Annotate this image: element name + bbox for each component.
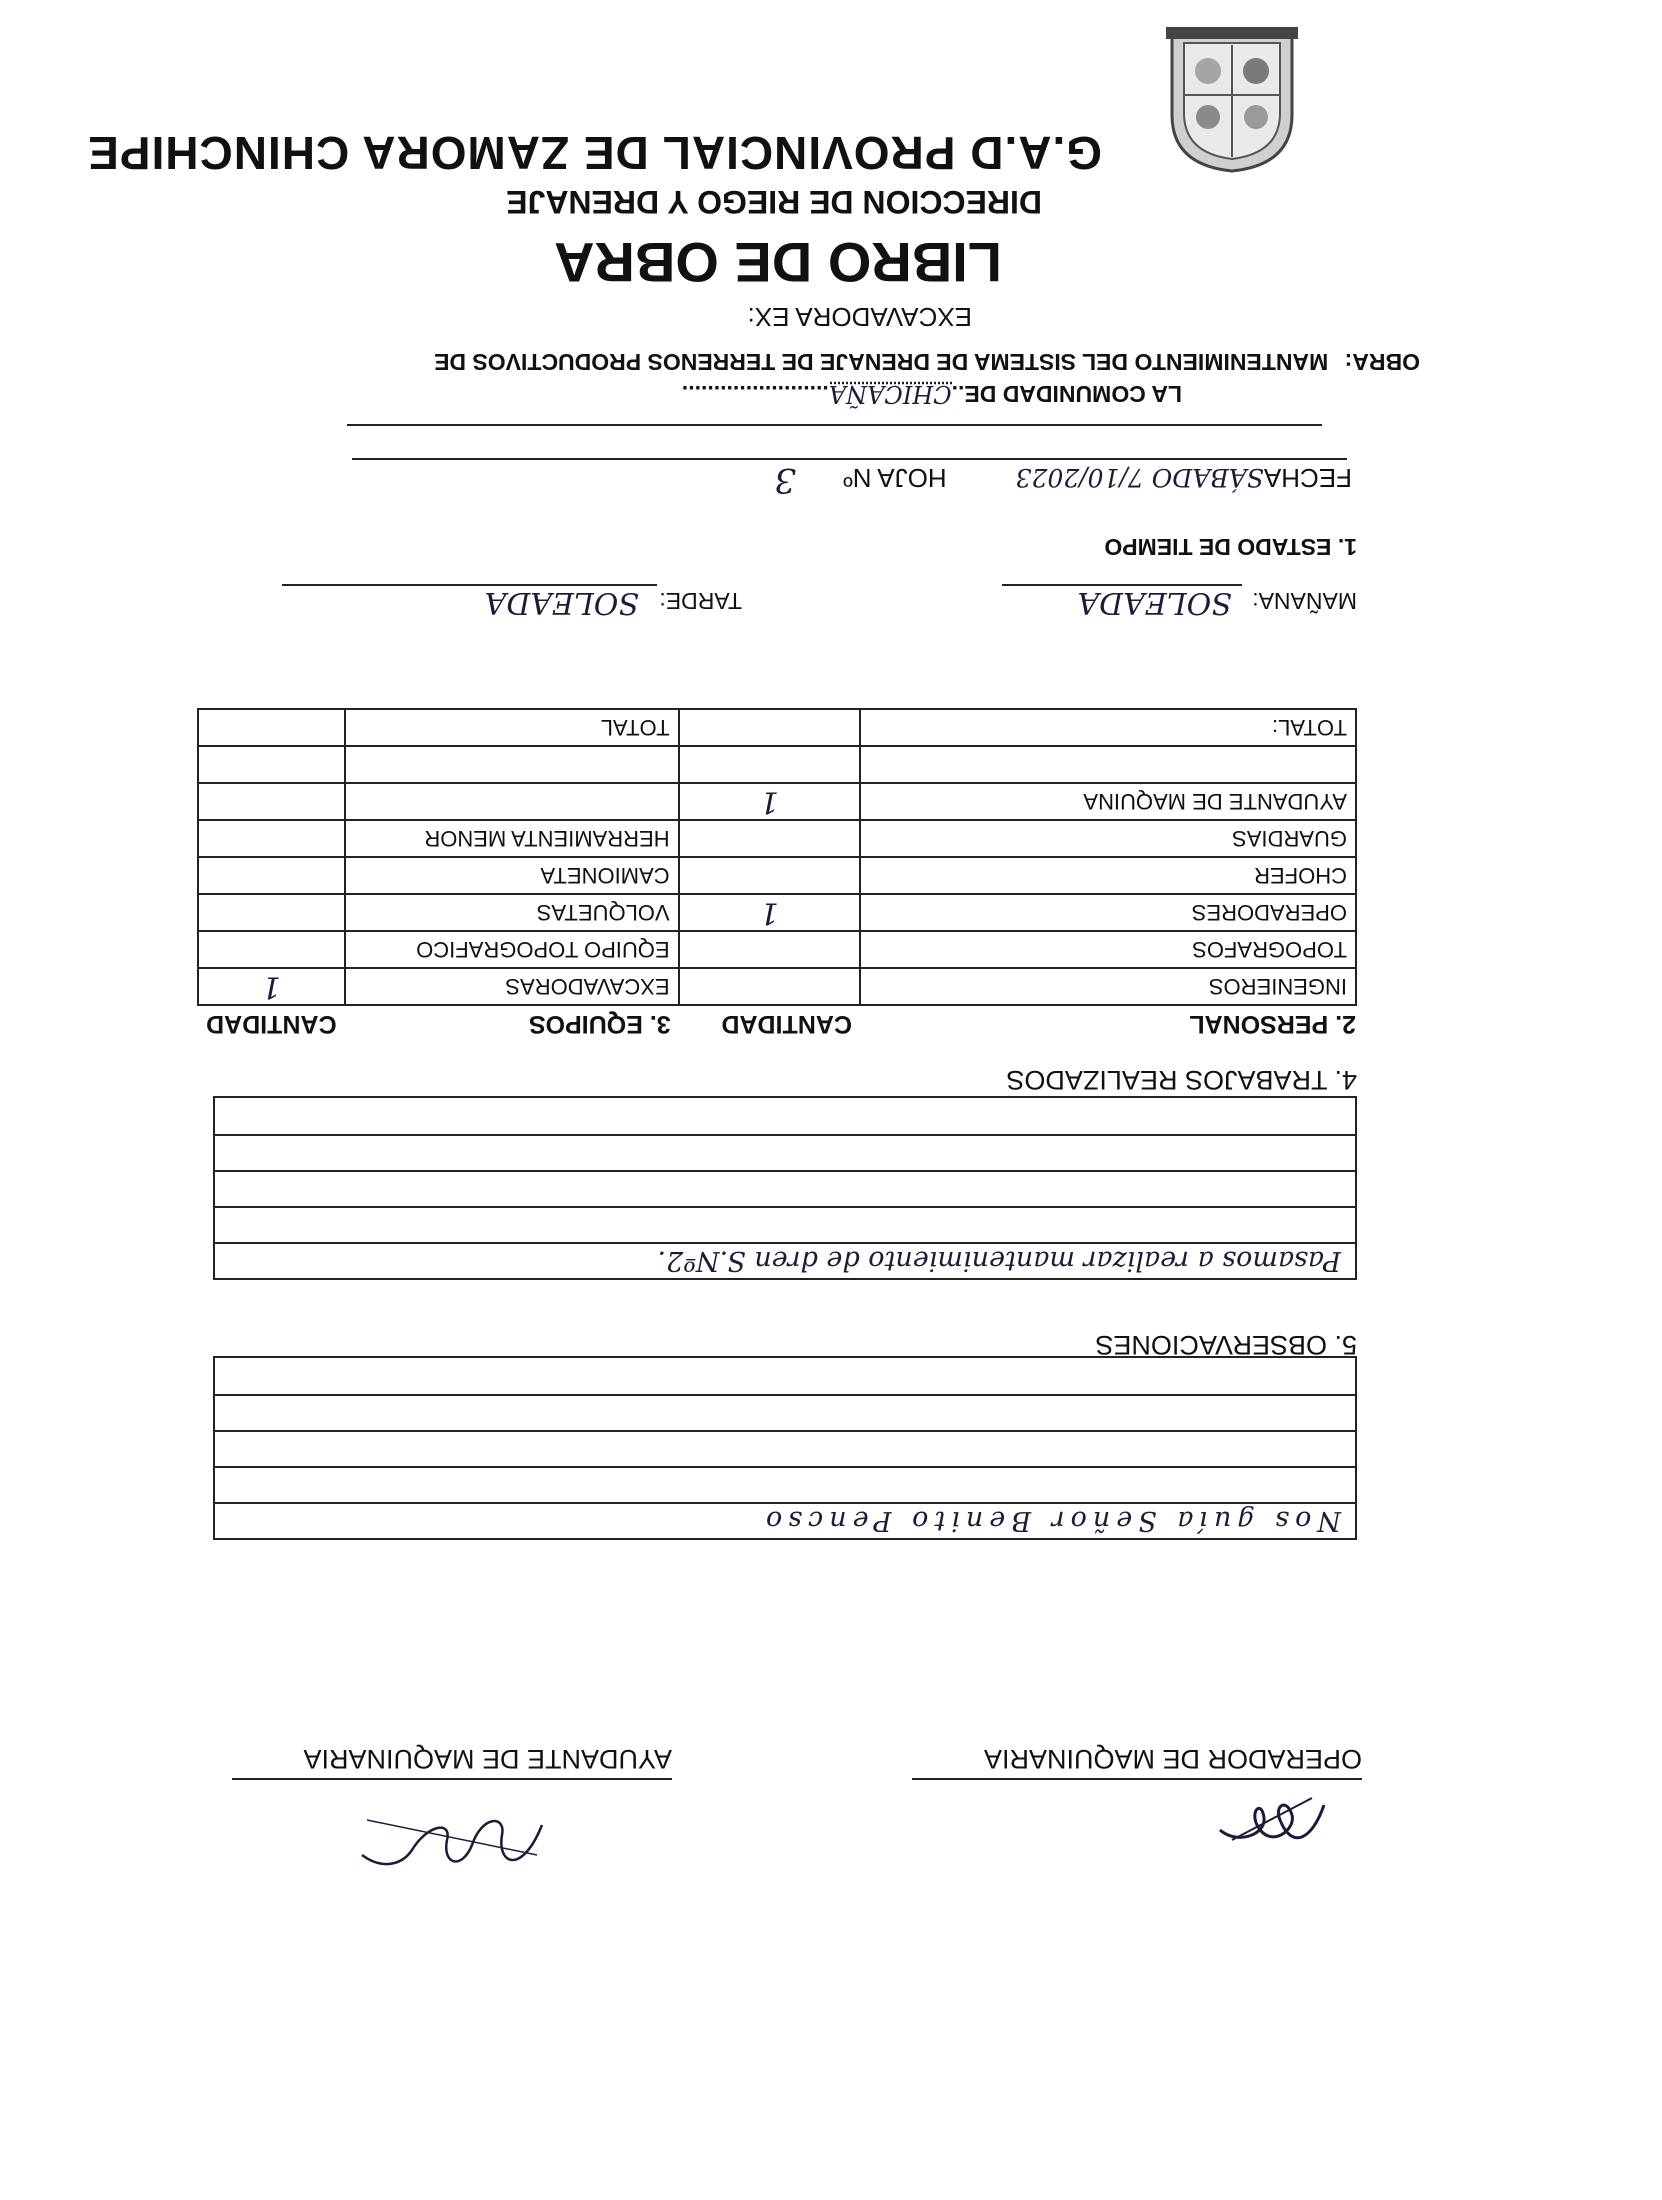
table-row bbox=[198, 746, 1356, 783]
table-cell bbox=[198, 857, 345, 894]
table-cell: 1 bbox=[198, 968, 345, 1005]
observaciones-line bbox=[215, 1430, 1355, 1466]
manana-label: MAÑANA: bbox=[1252, 588, 1357, 614]
comunidad-label: LA COMUNIDAD DE bbox=[964, 381, 1182, 407]
table-cell: EXCAVADORAS bbox=[345, 968, 679, 1005]
fecha-label: FECHA bbox=[1263, 463, 1352, 493]
assistant-signature-line bbox=[232, 1778, 672, 1780]
table-total-row bbox=[198, 709, 1356, 746]
observaciones-line: Nos guía Señor Benito Pencso bbox=[215, 1502, 1355, 1538]
table-cell: AYUDANTE DE MAQUINA bbox=[860, 783, 1356, 820]
table-cell bbox=[679, 968, 860, 1005]
table-cell: GUARDIAS bbox=[860, 820, 1356, 857]
assistant-signature bbox=[352, 1795, 552, 1895]
obra-field bbox=[434, 348, 1420, 375]
fecha-field bbox=[774, 460, 1352, 500]
tarde-value: SOLEADA bbox=[484, 585, 639, 620]
table-row bbox=[198, 931, 1356, 968]
table-cell bbox=[345, 746, 679, 783]
table-header-row bbox=[198, 1005, 1356, 1041]
fecha-value: SÁBADO 7/10/2023 bbox=[1015, 463, 1264, 492]
table-cell bbox=[198, 783, 345, 820]
equipos-header: 3. EQUIPOS bbox=[528, 1010, 671, 1038]
manana-value: SOLEADA bbox=[1077, 585, 1232, 620]
assistant-signature-label: AYUDANTE DE MAQUINARIA bbox=[303, 1744, 672, 1774]
weather-morning bbox=[1012, 585, 1357, 620]
page-title: LIBRO DE OBRA bbox=[554, 231, 1002, 294]
provincial-seal-logo bbox=[1162, 25, 1302, 175]
cantidad-header: CANTIDAD bbox=[721, 1010, 852, 1038]
table-cell bbox=[679, 709, 860, 746]
table-cell bbox=[860, 746, 1356, 783]
trabajos-heading: 4. TRABAJOS REALIZADOS bbox=[1006, 1065, 1357, 1095]
operator-signature bbox=[1212, 1785, 1332, 1860]
comunidad-value: CHICAÑA bbox=[828, 380, 952, 408]
table-row bbox=[198, 894, 1356, 931]
trabajos-line: Pasamos a realizar mantenimiento de dren S.Nº2. bbox=[215, 1242, 1355, 1278]
table-cell: TOPOGRAFOS bbox=[860, 931, 1356, 968]
table-row bbox=[198, 820, 1356, 857]
personal-header: 2. PERSONAL bbox=[1189, 1010, 1356, 1038]
observaciones-heading: 5. OBSERVACIONES bbox=[1095, 1330, 1357, 1360]
fecha-underline bbox=[352, 458, 1347, 460]
table-cell: 1 bbox=[679, 783, 860, 820]
trabajos-line bbox=[215, 1098, 1355, 1134]
weather-afternoon bbox=[419, 585, 742, 620]
obra-label: OBRA: bbox=[1344, 349, 1420, 375]
organization-title: G.A.D PROVINCIAL DE ZAMORA CHINCHIPE bbox=[87, 127, 1102, 179]
table-cell bbox=[679, 857, 860, 894]
table-cell bbox=[345, 783, 679, 820]
table-cell: VOLQUETAS bbox=[345, 894, 679, 931]
cantidad-header: CANTIDAD bbox=[206, 1010, 337, 1038]
comunidad-field: LA COMUNIDAD DE..CHICAÑA....................... bbox=[681, 380, 1182, 408]
table-cell bbox=[198, 709, 345, 746]
observaciones-box bbox=[213, 1356, 1357, 1540]
trabajos-line bbox=[215, 1170, 1355, 1206]
table-cell: CHOFER bbox=[860, 857, 1356, 894]
table-row bbox=[198, 783, 1356, 820]
hoja-label: HOJA Nº bbox=[843, 463, 947, 493]
table-cell bbox=[198, 746, 345, 783]
observaciones-line bbox=[215, 1358, 1355, 1394]
table-cell: TOTAL bbox=[345, 709, 679, 746]
table-cell: EQUIPO TOPOGRAFICO bbox=[345, 931, 679, 968]
table-cell bbox=[679, 746, 860, 783]
trabajos-line bbox=[215, 1206, 1355, 1242]
resources-table bbox=[197, 708, 1357, 1041]
table-cell bbox=[198, 820, 345, 857]
table-cell: HERRAMIENTA MENOR bbox=[345, 820, 679, 857]
table-cell bbox=[198, 894, 345, 931]
observaciones-line bbox=[215, 1394, 1355, 1430]
table-cell: TOTAL: bbox=[860, 709, 1356, 746]
manana-underline bbox=[1002, 584, 1242, 586]
trabajos-box bbox=[213, 1096, 1357, 1280]
hoja-value: 3 bbox=[774, 460, 796, 500]
operator-signature-line bbox=[912, 1778, 1362, 1780]
machine-label: EXCAVADORA EX: bbox=[747, 302, 972, 332]
obra-text: MANTENIMIENTO DEL SISTEMA DE DRENAJE DE TERRENOS PRODUCTIVOS DE bbox=[434, 349, 1329, 375]
header-rule bbox=[347, 424, 1322, 426]
table-cell: OPERADORES bbox=[860, 894, 1356, 931]
table-cell bbox=[679, 820, 860, 857]
table-row bbox=[198, 968, 1356, 1005]
table-cell bbox=[679, 931, 860, 968]
table-cell bbox=[198, 931, 345, 968]
department-title: DIRECCION DE RIEGO Y DRENAJE bbox=[506, 184, 1042, 220]
table-cell: CAMIONETA bbox=[345, 857, 679, 894]
table-row bbox=[198, 857, 1356, 894]
tarde-label: TARDE: bbox=[659, 588, 742, 614]
trabajos-line bbox=[215, 1134, 1355, 1170]
table-cell: INGENIEROS bbox=[860, 968, 1356, 1005]
table-cell: 1 bbox=[679, 894, 860, 931]
observaciones-line bbox=[215, 1466, 1355, 1502]
tarde-underline bbox=[282, 584, 657, 586]
weather-heading: 1. ESTADO DE TIEMPO bbox=[1104, 534, 1357, 560]
operator-signature-label: OPERADOR DE MAQUINARIA bbox=[983, 1744, 1362, 1774]
